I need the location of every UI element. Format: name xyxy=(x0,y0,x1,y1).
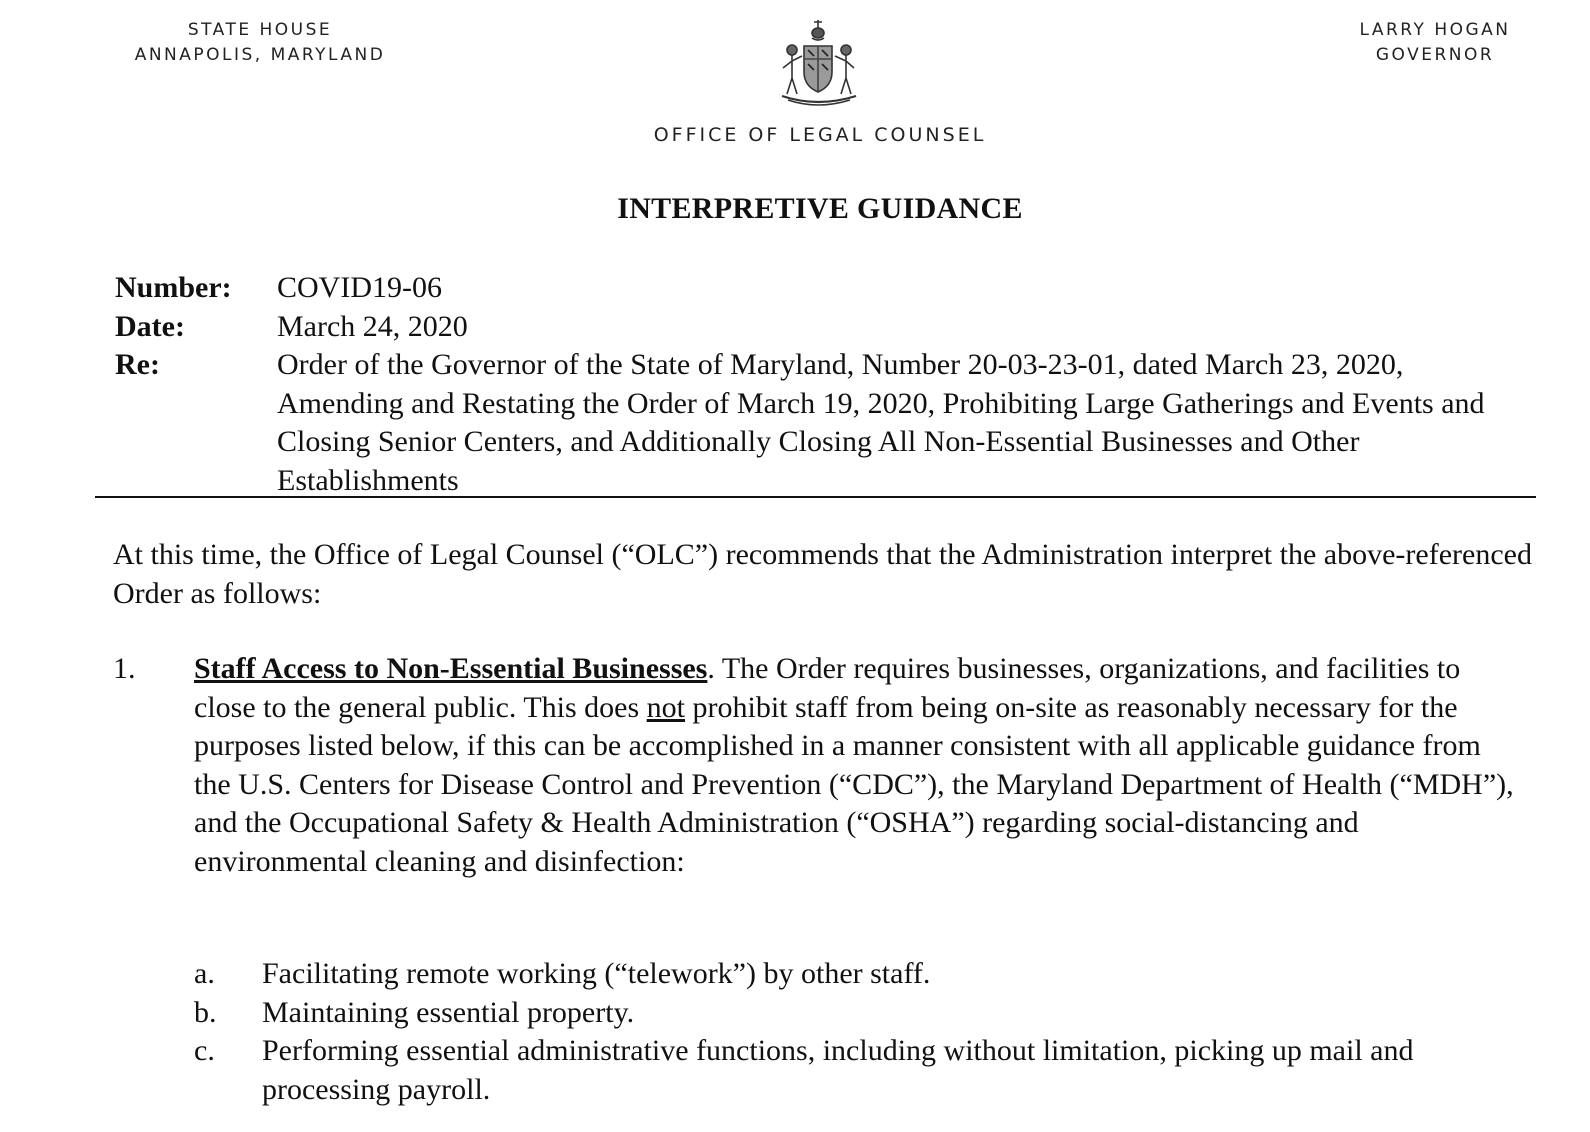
header-divider xyxy=(95,496,1536,498)
list-item-letter: a. xyxy=(194,957,215,990)
item-emphasis: not xyxy=(646,690,686,724)
meta-re-value: Order of the Governor of the State of Maryland, Number 20-03-23-01, dated March 23, 2020, Amending and Restating the Order of March 19, 2020, Prohibiting Large Gatherings and Events and Closing Senior Centers, and Additionally Closing All Non-Essential Businesses and Other Establishments xyxy=(277,348,1485,497)
document-title: INTERPRETIVE GUIDANCE xyxy=(617,192,1023,225)
list-item-text: Facilitating remote working (“telework”) by other staff. xyxy=(262,957,931,990)
letterhead-right xyxy=(1340,18,1530,68)
meta-number-label: Number: xyxy=(115,271,232,304)
guidance-item-1 xyxy=(113,650,1533,881)
list-item-letter: c. xyxy=(194,1034,215,1067)
intro-paragraph: At this time, the Office of Legal Counsel (“OLC”) recommends that the Administration interpret the above-referenced Order as follows: xyxy=(113,538,1532,610)
letterhead-left xyxy=(110,18,410,68)
list-item xyxy=(194,955,1524,994)
letterhead-city: ANNAPOLIS, MARYLAND xyxy=(134,45,386,65)
document-meta xyxy=(115,269,1535,500)
meta-re-row xyxy=(115,346,1535,500)
sub-list xyxy=(194,955,1524,1109)
list-item xyxy=(194,994,1524,1033)
item-heading: Staff Access to Non-Essential Businesses xyxy=(194,652,708,685)
meta-re-label: Re: xyxy=(115,348,160,381)
meta-number-value: COVID19-06 xyxy=(277,271,442,304)
item-text-part1: . The Order requires businesses, organizations, and facilities to close to the general public. This does xyxy=(194,652,1461,724)
letterhead-state-house: STATE HOUSE xyxy=(187,20,333,40)
item-body xyxy=(194,650,1514,881)
item-number: 1. xyxy=(113,652,136,685)
list-item xyxy=(194,1032,1524,1109)
meta-date-row xyxy=(115,308,1535,347)
office-name: OFFICE OF LEGAL COUNSEL xyxy=(653,124,987,146)
list-item-letter: b. xyxy=(194,995,217,1029)
list-item-text: Performing essential administrative functions, including without limitation, picking up mail and processing payroll. xyxy=(262,1034,1414,1106)
letterhead-governor-name: LARRY HOGAN xyxy=(1359,20,1511,40)
list-item-text: Maintaining essential property. xyxy=(262,995,635,1029)
letterhead-governor-title: GOVERNOR xyxy=(1375,45,1495,65)
item-text-part2: prohibit staff from being on-site as reasonably necessary for the purposes listed below, if this can be accomplished in a manner consistent with all applicable guidance from the U.S. Centers for Disease Control and Prevention (“CDC”), the Maryland Department of Health (“MDH”), and the Occupational Safety & Health Administration (“OSHA”) regarding social-distancing and environmental cleaning and disinfection: xyxy=(194,690,1514,878)
meta-number-row xyxy=(115,269,1535,308)
meta-date-label: Date: xyxy=(115,309,185,343)
meta-date-value: March 24, 2020 xyxy=(277,309,468,343)
maryland-state-seal-icon xyxy=(768,16,868,108)
